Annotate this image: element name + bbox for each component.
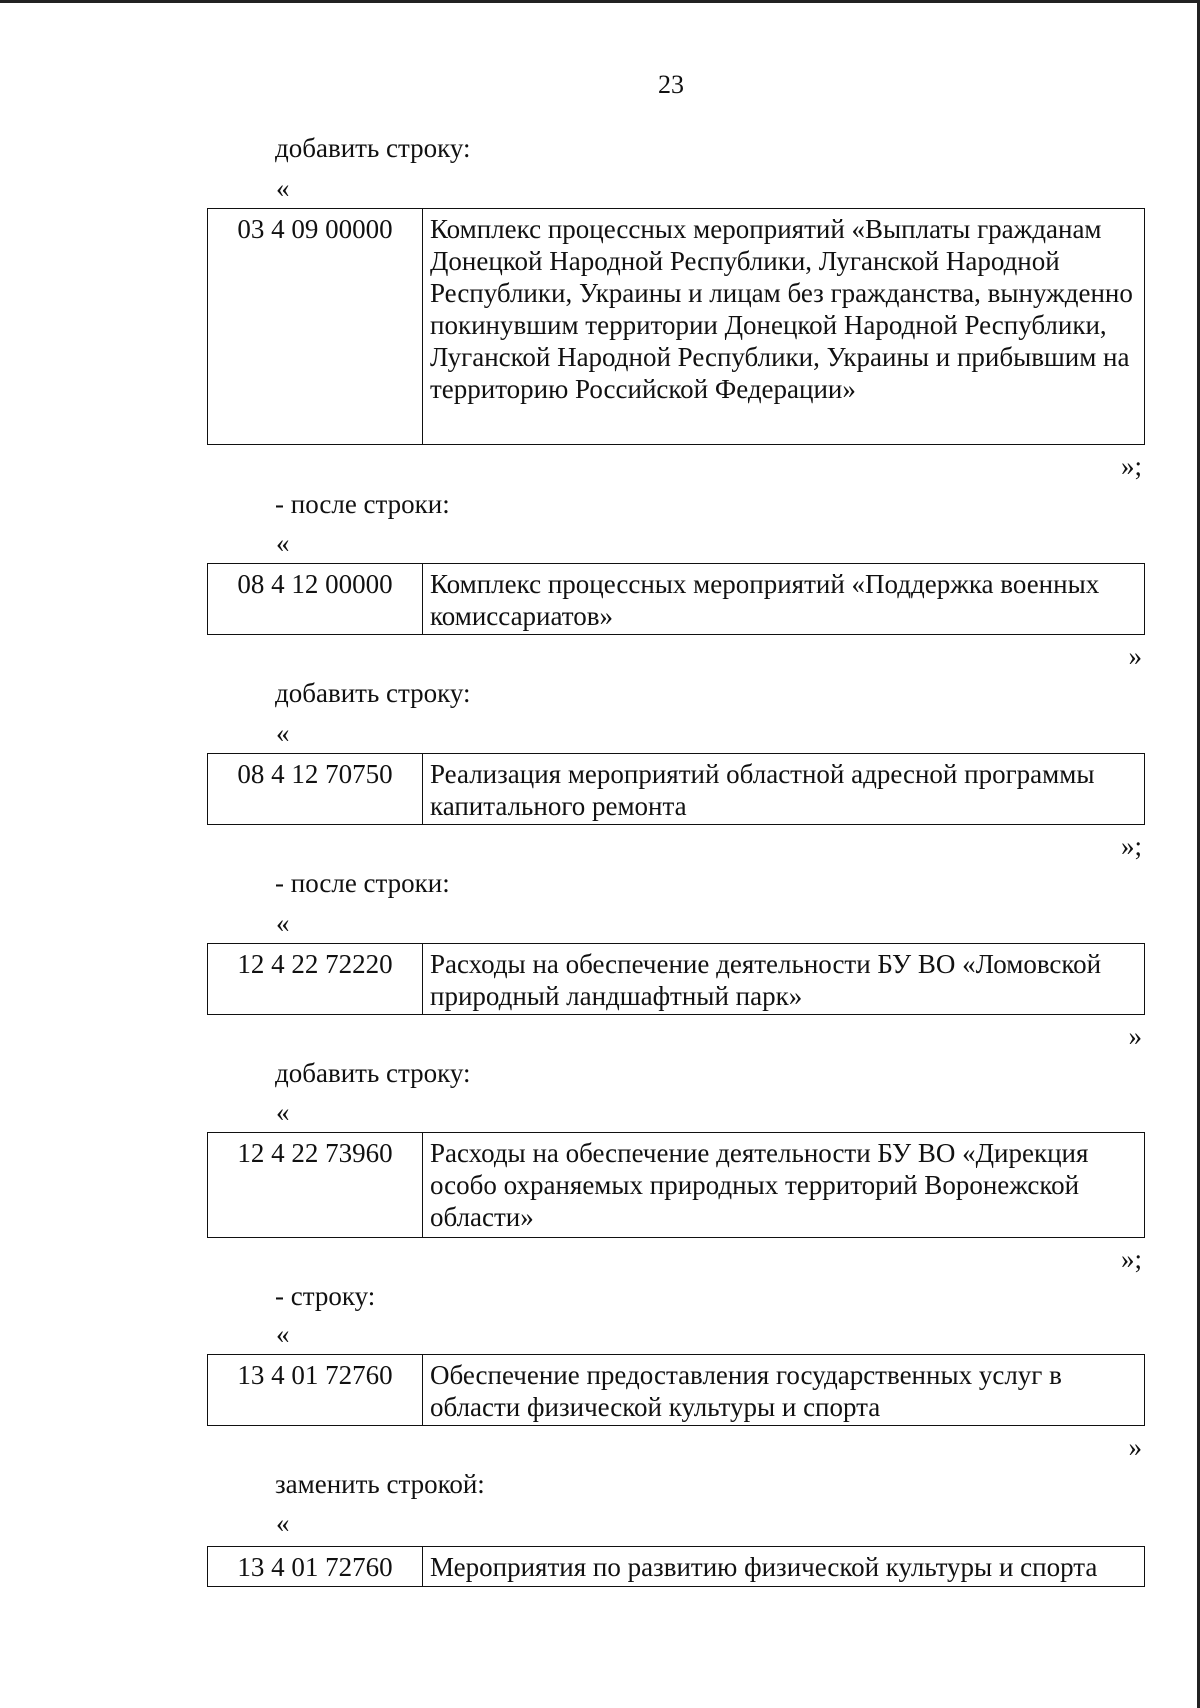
instruction-after-row: - после строки:: [275, 868, 450, 898]
open-quote: «: [276, 1319, 290, 1349]
row-description: Расходы на обеспечение деятельности БУ ВО «Ломовской природный ландшафтный парк»: [430, 949, 1102, 1011]
row-description: Расходы на обеспечение деятельности БУ ВО «Дирекция особо охраняемых природных территорий Воронежской области»: [430, 1138, 1089, 1232]
close-quote: »: [1128, 641, 1142, 671]
table-row: [207, 1546, 1145, 1587]
close-quote: »: [1128, 1432, 1142, 1462]
row-code: 03 4 09 00000: [208, 209, 423, 444]
close-quote: »;: [1120, 831, 1142, 861]
open-quote: «: [276, 718, 290, 748]
instruction-row: - строку:: [275, 1281, 376, 1311]
table-row: [207, 753, 1145, 825]
row-code: 13 4 01 72760: [208, 1355, 423, 1425]
close-quote: »;: [1120, 1244, 1142, 1274]
close-quote: »;: [1120, 451, 1142, 481]
table-row: [207, 208, 1145, 445]
row-code: 12 4 22 73960: [208, 1133, 423, 1237]
open-quote: «: [276, 1097, 290, 1127]
table-row: [207, 1354, 1145, 1426]
open-quote: «: [276, 1508, 290, 1538]
page-number: 23: [658, 70, 684, 99]
instruction-after-row: - после строки:: [275, 489, 450, 519]
instruction-add-row: добавить строку:: [275, 133, 471, 163]
instruction-replace-row: заменить строкой:: [275, 1469, 485, 1499]
scan-border-top: [0, 0, 1200, 3]
instruction-add-row: добавить строку:: [275, 1058, 471, 1088]
row-description: Комплекс процессных мероприятий «Поддержка военных комиссариатов»: [430, 569, 1100, 631]
table-row: [207, 563, 1145, 635]
open-quote: «: [276, 528, 290, 558]
open-quote: «: [276, 173, 290, 203]
row-description: Реализация мероприятий областной адресной программы капитального ремонта: [430, 759, 1095, 821]
row-description: Обеспечение предоставления государственных услуг в области физической культуры и спорта: [430, 1360, 1062, 1422]
table-row: [207, 1132, 1145, 1238]
open-quote: «: [276, 908, 290, 938]
row-description: Комплекс процессных мероприятий «Выплаты гражданам Донецкой Народной Республики, Луганской Народной Республики, Украины и лицам без гражданства, вынужденно покинувшим территории Донецкой Народной Республики, Луганской Народной Республики, Украины и прибывшим на территорию Российской Федерации»: [430, 214, 1133, 404]
row-code: 08 4 12 70750: [208, 754, 423, 824]
table-row: [207, 943, 1145, 1015]
row-code: 12 4 22 72220: [208, 944, 423, 1014]
row-description: Мероприятия по развитию физической культуры и спорта: [430, 1552, 1098, 1582]
row-code: 08 4 12 00000: [208, 564, 423, 634]
row-code: 13 4 01 72760: [208, 1547, 423, 1586]
instruction-add-row: добавить строку:: [275, 678, 471, 708]
close-quote: »: [1128, 1021, 1142, 1051]
